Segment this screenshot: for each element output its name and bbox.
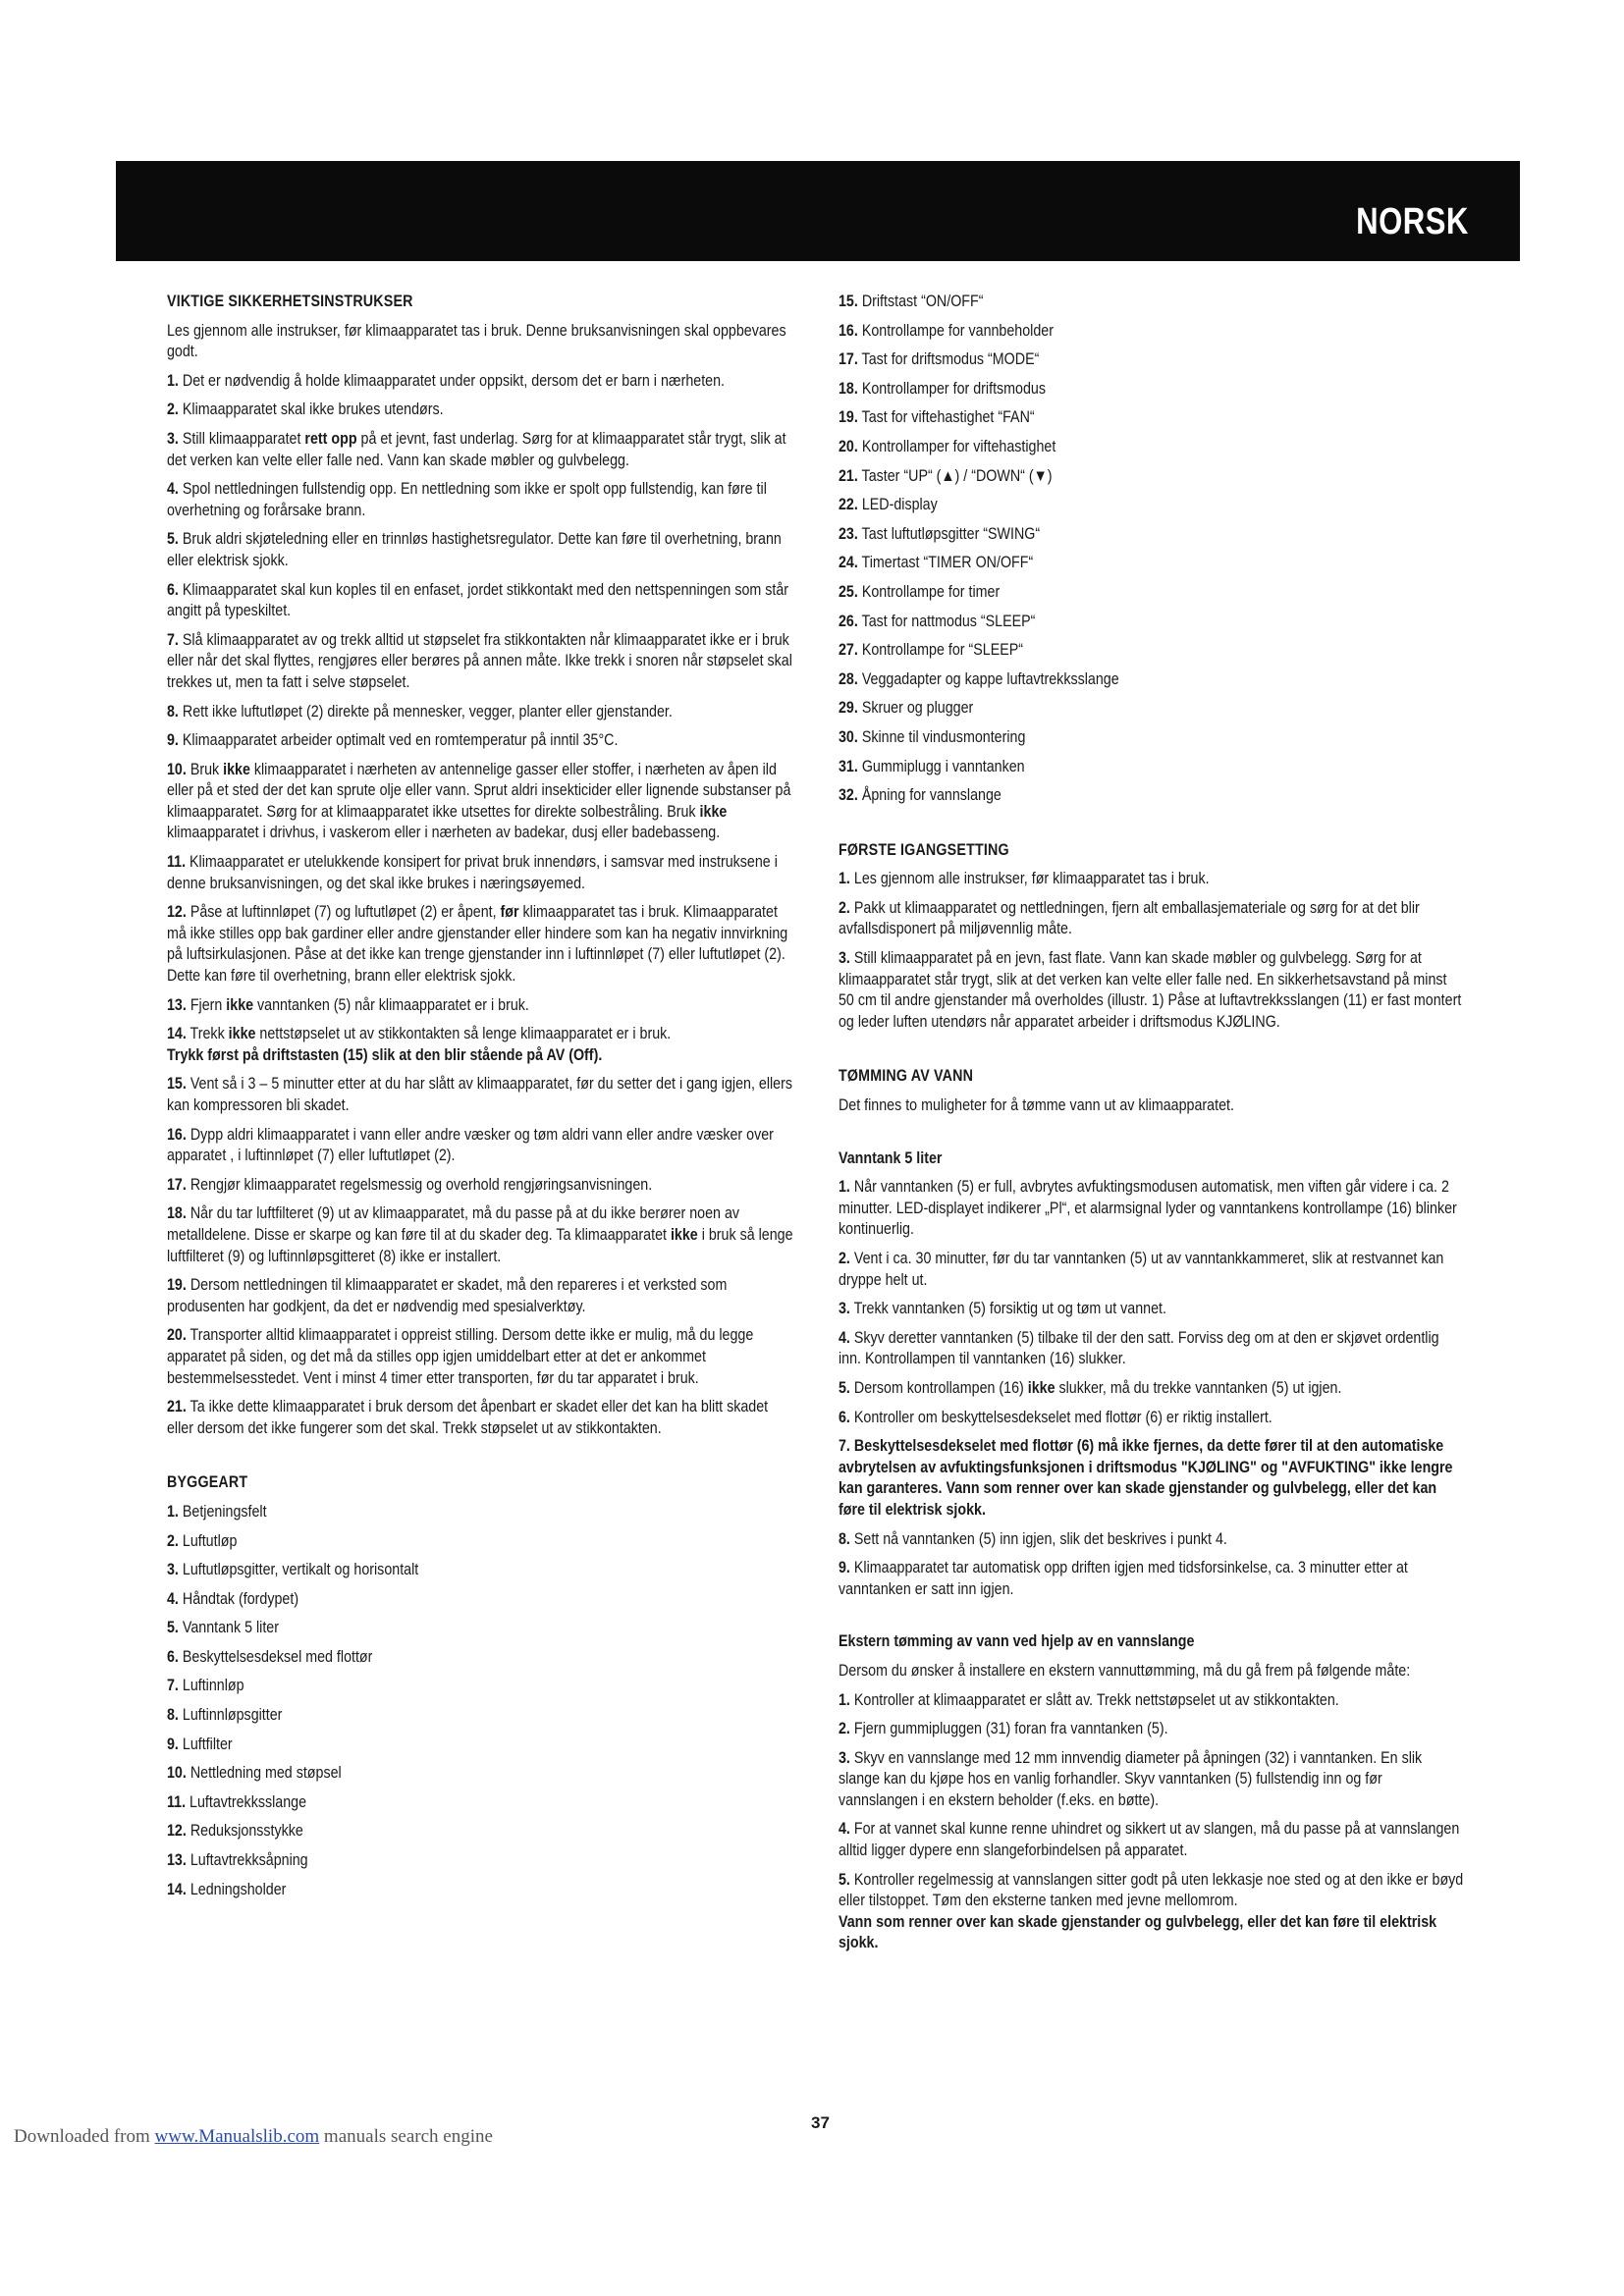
item-number: 26. <box>839 611 858 630</box>
item-text: Timertast “TIMER ON/OFF“ <box>861 553 1034 572</box>
item-number: 12. <box>167 902 187 922</box>
item-number: 4. <box>167 1588 179 1608</box>
list-item <box>167 629 793 693</box>
item-number: 1. <box>167 1501 179 1521</box>
build-item <box>839 348 1465 370</box>
item-text: Det er nødvendig å holde klimaapparatet under oppsikt, dersom det er barn i nærheten. <box>182 370 726 390</box>
item-number: 16. <box>839 320 858 340</box>
list-item <box>167 901 793 986</box>
item-number: 7. <box>839 1436 850 1456</box>
item-text: Nettledning med støpsel <box>189 1763 342 1783</box>
item-text: Luftutløpsgitter, vertikalt og horisontalt <box>182 1560 419 1579</box>
item-text: Luftavtrekksåpning <box>189 1850 308 1870</box>
list-item <box>839 1176 1465 1240</box>
build-item <box>839 639 1465 661</box>
item-warning: Beskyttelsesdekselet med flottør (6) må ikke fjernes, da dette fører til at den automatiske avbrytelsen av avfuktingsfunksjonen i driftsmodus "KJØLING" og "AVFUKTING" ikke lengre kan garanteres. Vann som renner over kan skade gjenstander og gulvbelegg, eller det kan føre til elektrisk sjokk. <box>839 1436 1453 1519</box>
list-item <box>839 1557 1465 1599</box>
item-text: Reduksjonsstykke <box>189 1821 303 1841</box>
build-item <box>839 726 1465 748</box>
item-number: 13. <box>167 1850 187 1870</box>
item-number: 9. <box>167 730 179 750</box>
list-item <box>167 478 793 520</box>
item-text: Luftinnløpsgitter <box>182 1705 283 1725</box>
item-text: Ta ikke dette klimaapparatet i bruk dersom det åpenbart er skadet eller det kan ha blitt skadet eller dersom det ikke fungerer som det skal. Trekk støpselet ut av stikkontakten. <box>167 1397 769 1437</box>
item-number: 17. <box>167 1174 187 1194</box>
build-list <box>167 1501 793 1899</box>
build-list-continued <box>839 291 1465 806</box>
item-number: 5. <box>839 1377 850 1397</box>
build-item <box>839 494 1465 515</box>
item-number: 5. <box>167 1618 179 1637</box>
item-text: Kontrollampe for timer <box>861 581 1001 601</box>
list-item <box>167 579 793 621</box>
item-text: Skyv en vannslange med 12 mm innvendig diameter på åpningen (32) i vanntanken. En slik slange kan du kjøpe hos en vanlig forhandler. Skyv vanntanken (5) fullstendig inn og før vannslangen i en ekstern beholder (f.eks. en bøtte). <box>839 1747 1423 1809</box>
item-number: 14. <box>167 1879 187 1898</box>
list-item <box>839 1327 1465 1369</box>
safety-intro: Les gjennom alle instrukser, før klimaapparatet tas i bruk. Denne bruksanvisningen skal oppbevares godt. <box>167 320 786 361</box>
item-number: 1. <box>839 1689 850 1709</box>
drain-intro: Det finnes to muligheter for å tømme vann ut av klimaapparatet. <box>839 1095 1234 1115</box>
build-item <box>167 1559 793 1580</box>
list-item <box>839 1818 1465 1860</box>
build-item <box>839 378 1465 400</box>
item-text: Kontrollamper for viftehastighet <box>861 436 1056 455</box>
item-number: 1. <box>167 370 179 390</box>
ext-drain-intro: Dersom du ønsker å installere en ekstern vannuttømming, må du gå frem på følgende måte: <box>839 1660 1411 1680</box>
item-number: 6. <box>839 1407 850 1426</box>
item-text: Klimaapparatet er utelukkende konsipert for privat bruk innendørs, i samsvar med instruksene i denne bruksanvisningen, og det skal ikke brukes i næringsøyemed. <box>167 852 778 892</box>
item-text: Beskyttelsesdeksel med flottør <box>182 1646 373 1666</box>
build-item <box>167 1791 793 1813</box>
item-text: Tast for driftsmodus “MODE“ <box>861 349 1040 369</box>
item-number: 10. <box>167 759 187 778</box>
item-number: 1. <box>839 869 850 888</box>
item-text: Kontroller at klimaapparatet er slått av. Trekk nettstøpselet ut av stikkontakten. <box>853 1689 1339 1709</box>
list-item <box>167 528 793 570</box>
item-number: 6. <box>167 579 179 599</box>
item-number: 8. <box>839 1528 850 1548</box>
list-item <box>167 1174 793 1196</box>
item-text: Klimaapparatet skal ikke brukes utendørs. <box>182 400 444 419</box>
build-item <box>167 1704 793 1726</box>
item-number: 10. <box>167 1763 187 1783</box>
list-item <box>167 1396 793 1438</box>
language-title: NORSK <box>1356 201 1469 242</box>
build-item <box>839 756 1465 777</box>
build-item <box>167 1617 793 1638</box>
list-item <box>167 851 793 893</box>
download-footer <box>14 2126 493 2148</box>
item-text: Åpning for vannslange <box>861 785 1001 805</box>
item-number: 31. <box>839 756 858 775</box>
item-text: Sett nå vanntanken (5) inn igjen, slik det beskrives i punkt 4. <box>853 1528 1227 1548</box>
item-number: 32. <box>839 785 858 805</box>
item-number: 19. <box>839 407 858 427</box>
build-item <box>839 436 1465 457</box>
item-number: 29. <box>839 698 858 718</box>
list-item <box>839 1435 1465 1520</box>
item-text: Trekk vanntanken (5) forsiktig ut og tøm ut vannet. <box>853 1299 1166 1318</box>
language-banner <box>116 161 1520 261</box>
item-number: 11. <box>167 1791 187 1811</box>
item-number: 25. <box>839 581 858 601</box>
item-number: 27. <box>839 640 858 660</box>
item-text: Driftstast “ON/OFF“ <box>861 292 984 310</box>
item-number: 3. <box>167 428 179 448</box>
list-item <box>167 759 793 843</box>
item-number: 9. <box>839 1558 850 1577</box>
item-number: 2. <box>167 400 179 419</box>
item-number: 20. <box>167 1325 187 1345</box>
item-text: Tast for viftehastighet “FAN“ <box>861 407 1035 427</box>
list-item <box>839 897 1465 939</box>
build-item <box>167 1675 793 1696</box>
first-use-heading: FØRSTE IGANGSETTING <box>839 839 1009 859</box>
item-emphasis: ikke <box>699 801 728 821</box>
item-text: Når vanntanken (5) er full, avbrytes avfuktingsmodusen automatisk, men viften går videre i ca. 2 minutter. LED-displayet indikerer „Pl“, et alarmsignal lyder og vanntankens kontrollampe (16) blinker kontinuerlig. <box>839 1177 1457 1239</box>
list-item <box>167 1073 793 1115</box>
item-text: Skyv deretter vanntanken (5) tilbake til der den satt. Forviss deg om at den er skjøvet ordentlig inn. Kontrollampen til vanntanken (16) slukker. <box>839 1327 1439 1368</box>
item-text: slukker, må du trekke vanntanken (5) ut igjen. <box>1055 1377 1342 1397</box>
list-item <box>839 1747 1465 1811</box>
item-text: Kontroller om beskyttelsesdekselet med flottør (6) er riktig installert. <box>853 1407 1272 1426</box>
list-item <box>167 1124 793 1166</box>
build-item <box>167 1530 793 1552</box>
build-item <box>839 611 1465 632</box>
item-text: Klimaapparatet arbeider optimalt ved en romtemperatur på inntil 35°C. <box>182 730 619 750</box>
page-number: 37 <box>811 2113 830 2132</box>
item-text: vanntanken (5) når klimaapparatet er i bruk. <box>253 994 529 1014</box>
item-number: 28. <box>839 668 858 688</box>
list-item <box>167 701 793 722</box>
list-item <box>839 1248 1465 1290</box>
list-item <box>839 1377 1465 1399</box>
list-item <box>167 1202 793 1266</box>
item-text: Vanntank 5 liter <box>182 1618 279 1637</box>
item-text: Fjern <box>189 994 227 1014</box>
build-item <box>167 1646 793 1668</box>
item-text: klimaapparatet tas i bruk. Klimaapparatet må ikke stilles opp bak gardiner eller andre gjenstander eller hindere som kan ha negativ innvirkning på luftsirkulasjonen. Påse at det ikke kan trenge gjenstander inn i luftinnløpet (7) eller luftutløpet (2). Dette kan føre til overhetning, brann eller elektrisk sjokk. <box>167 902 788 986</box>
item-text: Slå klimaapparatet av og trekk alltid ut støpselet fra stikkontakten når klimaapparatet ikke er i bruk eller når det skal flyttes, rengjøres eller berøres på annen måte. Ikke trekk i snoren når støpselet skal trekkes ut, men ta fatt i selve støpselet. <box>167 629 792 691</box>
list-item <box>167 729 793 751</box>
item-text: Vent i ca. 30 minutter, før du tar vanntanken (5) ut av vanntankkammeret, slik at restvannet kan dryppe helt ut. <box>839 1249 1444 1289</box>
list-item <box>839 1718 1465 1739</box>
item-emphasis: ikke <box>228 1024 256 1043</box>
item-text: Kontrollampe for “SLEEP“ <box>861 640 1024 660</box>
build-item <box>839 784 1465 806</box>
item-number: 15. <box>167 1074 187 1094</box>
item-text: LED-display <box>861 495 938 514</box>
item-number: 15. <box>839 292 858 310</box>
item-text: Dersom kontrollampen (16) <box>853 1377 1028 1397</box>
item-number: 30. <box>839 726 858 746</box>
item-text: Luftinnløp <box>182 1676 244 1695</box>
build-item <box>167 1849 793 1871</box>
item-number: 23. <box>839 523 858 543</box>
item-text: Les gjennom alle instrukser, før klimaapparatet tas i bruk. <box>853 869 1210 888</box>
item-number: 3. <box>839 1299 850 1318</box>
build-item <box>839 465 1465 487</box>
tank-list <box>839 1176 1465 1599</box>
list-item <box>167 1023 793 1065</box>
item-number: 9. <box>167 1734 179 1753</box>
build-item <box>839 406 1465 428</box>
safety-heading: VIKTIGE SIKKERHETSINSTRUKSER <box>167 292 413 310</box>
build-item <box>167 1762 793 1784</box>
manualslib-link[interactable]: www.Manualslib.com <box>154 2126 320 2147</box>
item-text: Dersom nettledningen til klimaapparatet er skadet, må den repareres i et verksted som produsenten har godkjent, da det er nødvendig med spesialverktøy. <box>167 1275 728 1315</box>
item-text: Håndtak (fordypet) <box>182 1588 299 1608</box>
build-item <box>839 668 1465 690</box>
ext-drain-heading: Ekstern tømming av vann ved hjelp av en vannslange <box>839 1631 1195 1651</box>
item-number: 21. <box>167 1397 187 1416</box>
item-text: Luftfilter <box>182 1734 233 1753</box>
item-number: 5. <box>167 529 179 549</box>
item-number: 5. <box>839 1869 850 1889</box>
item-emphasis: ikke <box>1027 1377 1056 1397</box>
list-item <box>839 947 1465 1032</box>
item-number: 2. <box>839 1719 850 1738</box>
item-text: Skinne til vindusmontering <box>861 726 1026 746</box>
item-text: Kontrollamper for driftsmodus <box>861 378 1047 398</box>
item-number: 21. <box>839 465 858 485</box>
item-text: på et jevnt, fast underlag. Sørg for at klimaapparatet står trygt, slik at det verken kan velte eller falle ned. Vann kan skade møbler og gulvbelegg. <box>167 428 786 469</box>
item-text: Bruk <box>189 759 224 778</box>
item-number: 3. <box>839 1747 850 1767</box>
item-text: Betjeningsfelt <box>182 1501 267 1521</box>
item-text: Gummiplugg i vanntanken <box>861 756 1025 775</box>
list-item <box>167 370 793 392</box>
item-number: 18. <box>167 1203 187 1223</box>
item-text: Rett ikke luftutløpet (2) direkte på mennesker, vegger, planter eller gjenstander. <box>182 701 673 721</box>
item-warning: Vann som renner over kan skade gjenstander og gulvbelegg, eller det kan føre til elektrisk sjokk. <box>839 1911 1437 1952</box>
safety-list <box>167 370 793 1439</box>
item-text: Luftavtrekksslange <box>189 1791 307 1811</box>
item-text: Veggadapter og kappe luftavtrekksslange <box>861 668 1119 688</box>
list-item <box>839 1689 1465 1711</box>
item-number: 12. <box>167 1821 187 1841</box>
item-number: 18. <box>839 378 858 398</box>
item-text: Transporter alltid klimaapparatet i oppreist stilling. Dersom dette ikke er mulig, må du legge apparatet på siden, og det må da stilles opp igjen umiddelbart etter at det er ankommet bestemmelsesstedet. Vent i minst 4 timer etter transporten, før du tar apparatet i bruk. <box>167 1325 754 1387</box>
footer-prefix: Downloaded from <box>14 2126 155 2147</box>
item-text: Kontroller regelmessig at vannslangen sitter godt på uten lekkasje noe sted og at den ikke er bøyd eller tilstoppet. Tøm den eksterne tanken med jevne mellomrom. <box>839 1869 1464 1910</box>
item-number: 22. <box>839 495 858 514</box>
item-number: 17. <box>839 349 858 369</box>
build-item <box>167 1820 793 1842</box>
list-item <box>839 1298 1465 1319</box>
list-item <box>839 1407 1465 1428</box>
item-text: klimaapparatet i drivhus, i vaskerom eller i nærheten av badekar, dusj eller badebasseng. <box>167 823 721 842</box>
item-number: 8. <box>167 1705 179 1725</box>
item-text: Bruk aldri skjøteledning eller en trinnløs hastighetsregulator. Dette kan føre til overhetning, brann eller elektrisk sjokk. <box>167 529 782 569</box>
item-text: Luftutløp <box>182 1530 238 1550</box>
list-item <box>839 1869 1465 1953</box>
build-item <box>839 697 1465 719</box>
build-item <box>167 1734 793 1755</box>
list-item <box>167 1274 793 1316</box>
item-number: 8. <box>167 701 179 721</box>
item-number: 7. <box>167 629 179 649</box>
item-text: klimaapparatet i nærheten av antennelige gasser eller stoffer, i nærheten av åpen ild eller på et sted der det kan sprute olje eller vann. Sprut aldri insekticider eller lignende substanser på klimaapparatet. Sørg for at klimaapparatet ikke utsettes for direkte solbestråling. Bruk <box>167 759 791 821</box>
item-text: Klimaapparatet skal kun koples til en enfaset, jordet stikkontakt med den nettspenningen som står angitt på typeskiltet. <box>167 579 789 620</box>
item-number: 2. <box>839 1249 850 1267</box>
first-use-list <box>839 868 1465 1032</box>
item-text: Fjern gummipluggen (31) foran fra vanntanken (5). <box>853 1719 1168 1738</box>
drain-heading: TØMMING AV VANN <box>839 1066 974 1086</box>
item-number: 3. <box>839 948 850 968</box>
item-text: Tast for nattmodus “SLEEP“ <box>861 611 1036 630</box>
item-text: Påse at luftinnløpet (7) og luftutløpet (2) er åpent, <box>189 902 501 922</box>
list-item <box>167 1324 793 1388</box>
list-item <box>167 994 793 1016</box>
right-column <box>839 291 1467 1961</box>
item-number: 4. <box>167 479 179 499</box>
item-emphasis: ikke <box>670 1224 698 1244</box>
tank-heading: Vanntank 5 liter <box>839 1148 943 1167</box>
item-emphasis: ikke <box>226 994 254 1014</box>
item-number: 4. <box>839 1327 850 1347</box>
item-number: 6. <box>167 1646 179 1666</box>
item-number: 3. <box>167 1560 179 1579</box>
item-text: Tast luftutløpsgitter “SWING“ <box>861 523 1041 543</box>
item-warning: Trykk først på driftstasten (15) slik at den blir stående på AV (Off). <box>167 1044 603 1064</box>
build-item <box>839 291 1465 312</box>
item-emphasis: før <box>500 902 519 922</box>
item-text: i bruk så lenge luftfilteret (9) og luftinnløpsgitteret (8) ikke er installert. <box>167 1224 793 1265</box>
item-text: Kontrollampe for vannbeholder <box>861 320 1054 340</box>
item-emphasis: ikke <box>223 759 250 778</box>
item-text: Dypp aldri klimaapparatet i vann eller andre væsker og tøm aldri vann eller andre væsker over apparatet , i luftinnløpet (7) eller luftutløpet (2). <box>167 1124 774 1165</box>
item-number: 2. <box>839 897 850 917</box>
item-text: Klimaapparatet tar automatisk opp driften igjen med tidsforsinkelse, ca. 3 minutter etter at vanntanken er satt inn igjen. <box>839 1558 1408 1598</box>
item-number: 16. <box>167 1124 187 1144</box>
list-item <box>167 428 793 470</box>
item-text: Taster “UP“ (▲) / “DOWN“ (▼) <box>861 465 1053 485</box>
ext-drain-list <box>839 1689 1465 1954</box>
item-text: Når du tar luftfilteret (9) ut av klimaapparatet, må du passe på at du ikke berører noen av metalldelene. Disse er skarpe og kan føre til at du skader deg. Ta klimaapparatet <box>167 1203 740 1244</box>
list-item <box>839 1528 1465 1550</box>
item-number: 7. <box>167 1676 179 1695</box>
item-number: 2. <box>167 1530 179 1550</box>
item-number: 4. <box>839 1819 850 1839</box>
item-text: Still klimaapparatet <box>182 428 305 448</box>
item-text: Pakk ut klimaapparatet og nettledningen, fjern alt emballasjemateriale og sørg for at det blir avfallsdisponert på miljøvennlig måte. <box>839 897 1420 938</box>
item-text: Rengjør klimaapparatet regelsmessig og overhold rengjøringsanvisningen. <box>189 1174 653 1194</box>
item-text: Spol nettledningen fullstendig opp. En nettledning som ikke er spolt opp fullstendig, kan føre til overhetning og forårsake brann. <box>167 479 767 519</box>
build-item <box>167 1879 793 1900</box>
build-item <box>839 552 1465 573</box>
build-heading: BYGGEART <box>167 1472 248 1492</box>
item-number: 24. <box>839 553 858 572</box>
item-number: 1. <box>839 1177 850 1197</box>
item-text: Vent så i 3 – 5 minutter etter at du har slått av klimaapparatet, før du setter det i gang igjen, ellers kan kompressoren bli skadet. <box>167 1074 793 1114</box>
item-text: Skruer og plugger <box>861 698 974 718</box>
left-column <box>167 291 795 1907</box>
item-text: Trekk <box>189 1024 229 1043</box>
list-item <box>839 868 1465 889</box>
item-text: For at vannet skal kunne renne uhindret og sikkert ut av slangen, må du passe på at vannslangen alltid ligger dypere enn slangeforbindelsen på apparatet. <box>839 1819 1460 1860</box>
item-text: nettstøpselet ut av stikkontakten så lenge klimaapparatet er i bruk. <box>255 1024 672 1043</box>
footer-suffix: manuals search engine <box>319 2126 493 2147</box>
item-number: 14. <box>167 1024 187 1043</box>
build-item <box>167 1501 793 1522</box>
build-item <box>839 581 1465 603</box>
item-number: 11. <box>167 852 187 872</box>
item-number: 13. <box>167 994 187 1014</box>
build-item <box>839 320 1465 342</box>
item-text: Still klimaapparatet på en jevn, fast flate. Vann kan skade møbler og gulvbelegg. Sørg for at klimaapparatet står trygt, slik at det verken kan velte eller falle ned. En sikkerhetsavstand på minst 50 cm til andre gjenstander må overholdes (illustr. 1) Påse at luftavtrekksslangen (11) er fast montert og leder luften utendørs når apparatet arbeider i driftsmodus KJØLING. <box>839 948 1462 1031</box>
build-item <box>167 1588 793 1610</box>
item-number: 20. <box>839 436 858 455</box>
item-text: Ledningsholder <box>189 1879 287 1898</box>
item-emphasis: rett opp <box>304 428 357 448</box>
list-item <box>167 399 793 420</box>
build-item <box>839 523 1465 545</box>
item-number: 19. <box>167 1275 187 1295</box>
